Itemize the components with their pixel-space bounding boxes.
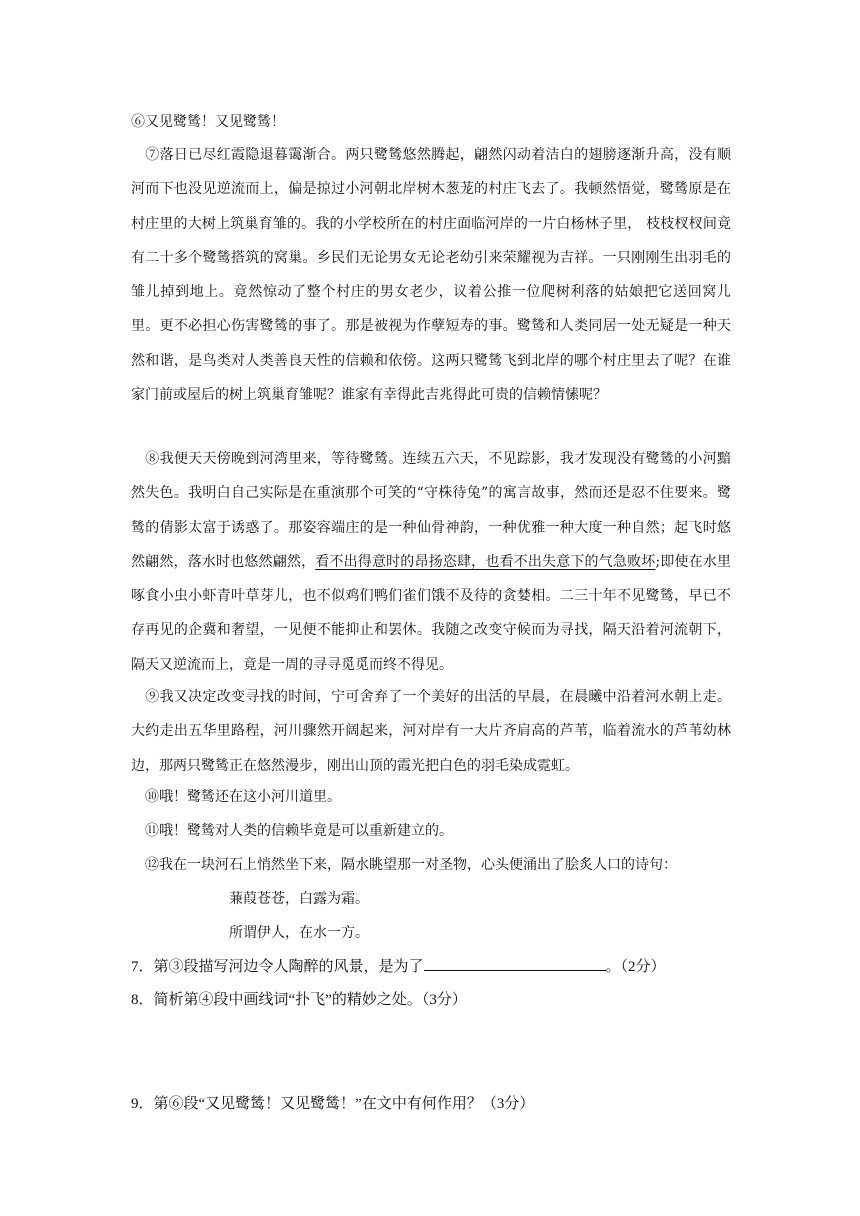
paragraph-12: ⑫我在一块河石上悄然坐下来，隔水眺望那一对圣物，心头便涌出了脍炙人口的诗句： [145, 857, 677, 873]
paragraph-7-text: ⑦落日已尽红霞隐退暮霭渐合。两只鹭鸶悠然腾起，翩然闪动着洁白的翅膀逐渐升高，没有顺河而下也没见逆流而上，偏是掠过小河朝北岸树木葱茏的村庄飞去了。我顿然悟觉，鹭鸶原是在村庄里的大树上筑巢育雏的。我的小学校所在的村庄面临河岸的一片白杨林子里， 枝枝杈杈间竟有二十多个鹭鸶搭筑的窝巢。乡民们无论男女无论老幼引来荣耀视为吉祥。一只刚刚生出羽毛的雏儿掉到地上。竟然惊动了整个村庄的男女老少，议着公推一位爬树利落的姑娘把它送回窝儿里。更不必担心伤害鹭鸶的事了。那是被视为作孽短寿的事。鹭鸶和人类同居一处无疑是一种天然和谐，是鸟类对人类善良天性的信赖和依傍。这两只鹭鸶飞到北岸的哪个村庄里去了呢？在谁家门前或屋后的树上筑巢育雏呢？谁家有幸得此吉兆得此可贵的信赖情愫呢？ [131, 147, 731, 404]
poem-line-1: 蒹葭苍苍，白露为霜。 [229, 891, 369, 907]
question-7 [131, 956, 666, 977]
question-8: 8．简析第④段中画线词“扑飞”的精妙之处。（3分） [131, 992, 467, 1008]
question-7-points: 。（2分） [605, 959, 666, 975]
paragraph-10: ⑩哦！鹭鸶还在这小河川道里。 [145, 789, 341, 805]
paragraph-8 [131, 442, 731, 682]
underlined-phrase: 看不出得意时的昂扬恣肆，也看不出失意下的气急败坏 [315, 553, 656, 570]
paragraph-9 [131, 680, 731, 783]
paragraph-8-text-a: ⑧我便天天傍晚到河湾里来，等待鹭鸶。连续五六天，不见踪影，我才发现没有鹭鸶的小河黯然失色。我明白自己实际是在重演那个可笑的“守株待兔”的寓言故事，然而还是忍不住要来。鹭鸶的倩影太富于诱惑了。那姿容端庄的是一种仙骨神韵，一种优雅一种大度一种自然；起飞时悠然翩然，落水时也悠然翩然， [131, 451, 731, 570]
answer-blank[interactable] [424, 956, 606, 971]
paragraph-8-text-b: ;即使在水里啄食小虫小虾青叶草芽儿，也不似鸡们鸭们雀们饿不及待的贪婪相。二三十年不见鹭鸶，早已不存再见的企冀和奢望，一见便不能抑止和罢休。我随之改变守候而为寻找，隔天沿着河流朝下，隔天又逆流而上，竟是一周的寻寻觅觅而终不得见。 [131, 553, 732, 673]
question-7-text: 7．第③段描写河边令人陶醉的风景，是为了 [131, 959, 424, 975]
paragraph-6: ⑥又见鹭鸶！又见鹭鸶！ [131, 114, 285, 130]
poem-line-2: 所谓伊人，在水一方。 [229, 925, 369, 941]
paragraph-9-text: ⑨我又决定改变寻找的时间，宁可舍弃了一个美好的出活的早晨，在晨曦中沿着河水朝上走。大约走出五华里路程，河川骤然开阔起来，河对岸有一大片齐肩高的芦苇，临着流水的芦苇幼林边，那两只鹭鸶正在悠然漫步，刚出山顶的霞光把白色的羽毛染成霓虹。 [131, 689, 731, 774]
paragraph-7 [131, 138, 731, 412]
question-9: 9．第⑥段“又见鹭鸶！又见鹭鸶！”在文中有何作用？（3分） [131, 1096, 535, 1112]
paragraph-11: ⑪哦！鹭鸶对人类的信赖毕竟是可以重新建立的。 [145, 823, 453, 839]
